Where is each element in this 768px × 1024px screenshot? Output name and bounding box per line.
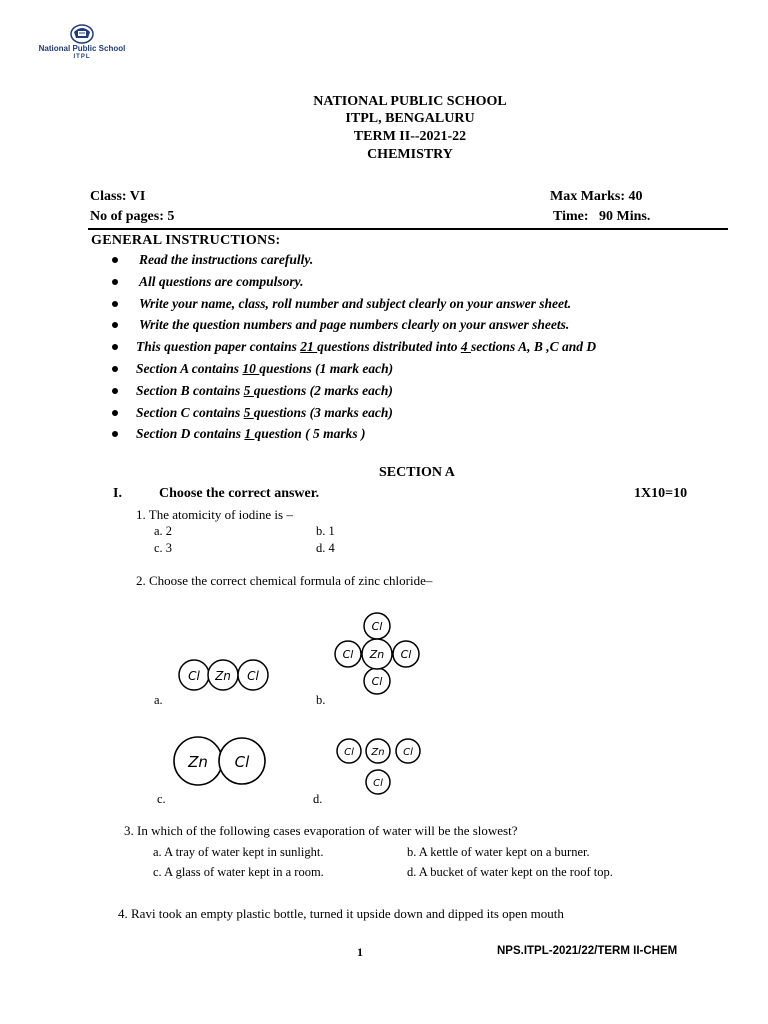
- q2-option-c: c.: [157, 792, 166, 806]
- svg-text:Zn: Zn: [369, 648, 385, 661]
- svg-text:Cl: Cl: [400, 648, 412, 661]
- school-name: NATIONAL PUBLIC SCHOOL: [313, 94, 507, 109]
- svg-text:Cl: Cl: [373, 778, 383, 789]
- instructions-heading: GENERAL INSTRUCTIONS:: [91, 233, 281, 248]
- question-3: 3. In which of the following cases evaporation of water will be the slowest?: [124, 823, 518, 838]
- q1-option-b: b. 1: [316, 524, 335, 538]
- molecule-d-icon: [334, 735, 426, 799]
- svg-text:Zn: Zn: [188, 753, 208, 771]
- molecule-c-icon: [170, 734, 270, 790]
- q1-option-a: a. 2: [154, 524, 173, 538]
- q2-option-a: a.: [154, 693, 163, 707]
- paper-code: NPS.ITPL-2021/22/TERM II-CHEM: [497, 945, 678, 957]
- bullet-icon: [112, 279, 118, 285]
- svg-text:Cl: Cl: [247, 669, 259, 683]
- q1-option-c: c. 3: [154, 541, 173, 555]
- logo-sub: ITPL: [73, 54, 91, 60]
- section-a-instruction: Choose the correct answer.: [159, 486, 320, 501]
- question-2: 2. Choose the correct chemical formula of zinc chloride–: [136, 573, 433, 588]
- term-title: TERM II--2021-22: [353, 129, 467, 144]
- school-location: ITPL, BENGALURU: [345, 111, 475, 126]
- q2-option-b: b.: [316, 693, 326, 707]
- time-label: Time: 90 Mins.: [553, 209, 651, 224]
- max-marks: Max Marks: 40: [550, 189, 643, 204]
- bullet-icon: [112, 410, 118, 416]
- bullet-icon: [112, 344, 118, 350]
- q3-option-c: c. A glass of water kept in a room.: [153, 865, 324, 879]
- molecule-a-icon: [176, 654, 276, 696]
- svg-text:Cl: Cl: [403, 747, 413, 758]
- q3-option-d: d. A bucket of water kept on the roof top.: [407, 865, 613, 879]
- bullet-icon: [112, 388, 118, 394]
- header-divider: [88, 228, 728, 230]
- class-label: Class: VI: [90, 189, 146, 204]
- subject-title: CHEMISTRY: [367, 147, 453, 162]
- bullet-icon: [112, 366, 118, 372]
- q3-option-a: a. A tray of water kept in sunlight.: [153, 845, 324, 859]
- bullet-icon: [112, 301, 118, 307]
- svg-text:Cl: Cl: [371, 675, 383, 688]
- molecule-b-icon: [330, 605, 425, 700]
- svg-text:Cl: Cl: [234, 753, 250, 771]
- section-a-roman: I.: [113, 486, 122, 501]
- svg-text:Cl: Cl: [188, 669, 200, 683]
- q1-option-d: d. 4: [316, 541, 335, 555]
- svg-text:Cl: Cl: [344, 747, 354, 758]
- svg-text:Zn: Zn: [371, 747, 385, 758]
- question-4: 4. Ravi took an empty plastic bottle, turned it upside down and dipped its open mouth: [118, 906, 564, 921]
- bullet-icon: [112, 431, 118, 437]
- q3-option-b: b. A kettle of water kept on a burner.: [407, 845, 590, 859]
- section-a-marks: 1X10=10: [634, 486, 688, 501]
- svg-text:Zn: Zn: [215, 669, 231, 683]
- svg-text:Cl: Cl: [371, 620, 383, 633]
- svg-text:Cl: Cl: [342, 648, 354, 661]
- logo-name: National Public School: [38, 44, 126, 53]
- page-count: No of pages: 5: [90, 209, 175, 224]
- page-number: 1: [357, 945, 363, 959]
- bullet-icon: [112, 257, 118, 263]
- q2-option-d: d.: [313, 792, 323, 806]
- section-a-title: SECTION A: [379, 465, 455, 480]
- bullet-icon: [112, 322, 118, 328]
- question-1: 1. The atomicity of iodine is –: [136, 507, 293, 522]
